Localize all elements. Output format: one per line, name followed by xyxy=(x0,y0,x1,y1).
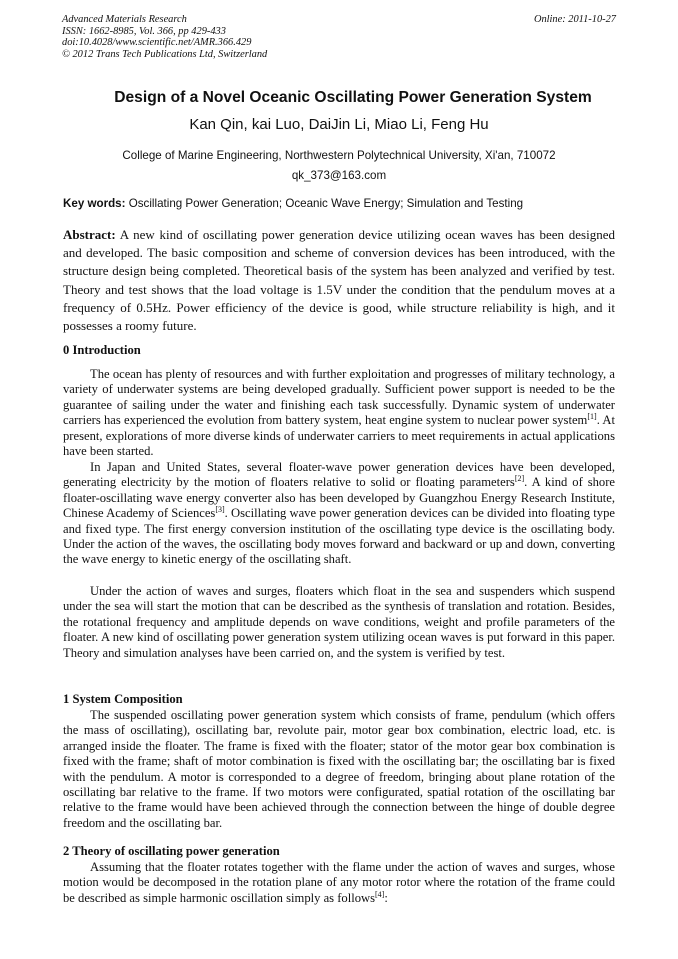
journal-name: Advanced Materials Research xyxy=(62,14,187,25)
citation: [2] xyxy=(514,474,525,484)
paragraph-text: Under the action of waves and surges, floaters which float in the sea and suspenders which suspend under the sea will start the motion that can be described as the synthesis of translation and rotation. Besides, the rotational frequency and amplitude depends on wave conditions, weight and profile parameters of the floater. A new kind of oscillating power generation system utilizing ocean waves is put forward in this paper. Theory and simulation analyses have been carried on, and the system is verified by test. xyxy=(63,584,615,660)
keywords-label: Key words: xyxy=(63,197,126,210)
theory-paragraph xyxy=(63,860,615,906)
paragraph-text: The suspended oscillating power generation system which consists of frame, pendulum (which offers the mass of oscillating), oscillating bar, revolute pair, motor gear box combination, electric load, etc. is arranged inside the floater. The frame is fixed with the floater; stator of the motor gear box combination is fixed with the frame; shaft of motor combination is fixed with the oscillating bar; the oscillating bar is fixed with the pendulum. A motor is corresponded to a degree of freedom, bringing about plane rotation of the oscillating bar relative to the frame. If two motors were configurated, spatial rotation of the oscillating bar relative to the frame would have been achieved through the connection between the hinge of double degree freedom and the oscillating bar. xyxy=(63,708,615,830)
paper-title-row xyxy=(0,89,678,107)
abstract-label: Abstract: xyxy=(63,227,116,242)
citation: [3] xyxy=(215,505,225,515)
paper-title: Design of a Novel Oceanic Oscillating Power Generation System xyxy=(114,89,592,106)
paragraph-text: Assuming that the floater rotates together with the flame under the action of waves and surges, whose motion would be decomposed in the rotation plane of any motor rotor where the rotation of the frame could be described as simple harmonic oscillation simply as follows xyxy=(63,860,615,905)
keywords-text: Oscillating Power Generation; Oceanic Wave Energy; Simulation and Testing xyxy=(128,197,524,210)
citation: [4] xyxy=(374,889,385,899)
section-heading-theory: 2 Theory of oscillating power generation xyxy=(63,844,280,858)
abstract xyxy=(63,226,615,335)
section-heading-introduction: 0 Introduction xyxy=(63,343,141,357)
paragraph-text: . Oscillating wave power generation devices can be divided into floating type and fixed type. The first energy conversion institution of the oscillating type device is the oscillating body. Under the action of the waves, the oscillating body moves forward and backward or up and down, converting the wave energy to kinetic energy of the oscillating shaft. xyxy=(63,506,615,567)
intro-paragraph-1 xyxy=(63,367,615,459)
abstract-text: A new kind of oscillating power generation device utilizing ocean waves has been designed and developed. The basic composition and scheme of conversion devices has been introduced, with the structure design being completed. Theoretical basis of the system has been analyzed and verified by test. Theory and test shows that the load voltage is 1.5V under the condition that the pendulum moves at a frequency of 0.5Hz. Power efficiency of the device is good, while structure reliability is high, and it possesses a roomy future. xyxy=(63,227,615,334)
issn-line: ISSN: 1662-8985, Vol. 366, pp 429-433 xyxy=(62,25,226,37)
copyright-line: © 2012 Trans Tech Publications Ltd, Switzerland xyxy=(62,48,268,60)
paragraph-text: . At present, explorations of more diverse kinds of underwater carriers to meet requirements in actual applications have been started. xyxy=(63,413,615,459)
citation: [1] xyxy=(587,412,597,422)
online-date: Online: 2011-10-27 xyxy=(533,14,616,25)
paragraph-text: The ocean has plenty of resources and with further exploitation and progresses of military technology, a variety of underwater systems are being developed gradually. Sufficient power support is needed to be the guarantee of sailing under the water and finishing each task successfully. Dynamic system of underwater carriers has experienced the evolution from battery system, heat engine system to nuclear power system xyxy=(63,367,615,428)
intro-paragraph-2 xyxy=(63,460,615,568)
section-heading-system-composition: 1 System Composition xyxy=(63,692,183,706)
paragraph-text: In Japan and United States, several floater-wave power generation devices have been developed, generating electricity by the motion of floaters relative to solid or floating parameters xyxy=(63,460,615,490)
paragraph-text: : xyxy=(384,890,388,905)
system-composition-paragraph xyxy=(63,708,615,831)
intro-paragraph-3 xyxy=(63,584,615,661)
authors: Kan Qin, kai Luo, DaiJin Li, Miao Li, Feng Hu xyxy=(189,116,489,133)
keywords xyxy=(63,197,523,210)
affiliation: College of Marine Engineering, Northwestern Polytechnical University, Xi'an, 710072 xyxy=(122,149,556,162)
email: qk_373@163.com xyxy=(291,169,387,182)
doi-line: doi:10.4028/www.scientific.net/AMR.366.429 xyxy=(62,37,252,49)
paragraph-text: . A kind of shore floater-oscillating wave energy converter also has been developed by Guangzhou Energy Research Institute, Chinese Academy of Sciences xyxy=(63,475,616,521)
journal-header xyxy=(62,14,267,60)
